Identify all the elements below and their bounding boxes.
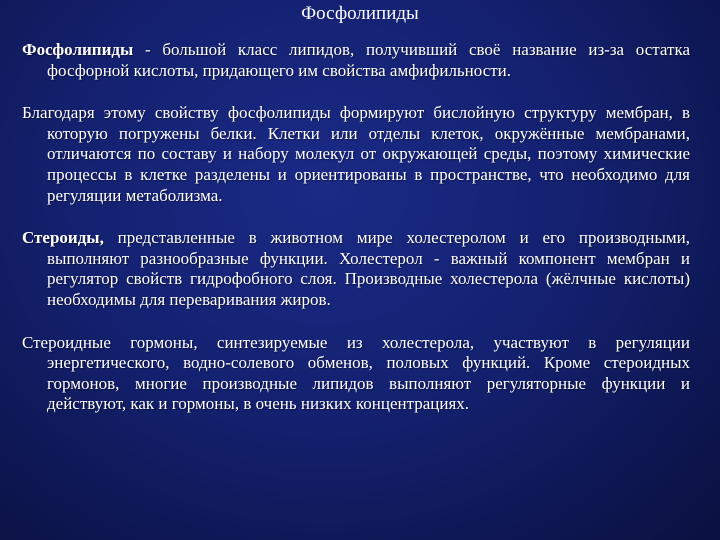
paragraph-text: представленные в животном мире холестеролом и его производными, выполняют разнообразные функции. Холестерол - важный компонент мембран и регулятор свойств гидрофобного слоя. Производные холестерола (жёлчные кислоты) необходимы для переваривания жиров.	[47, 228, 690, 309]
slide-title: Фосфолипиды	[301, 3, 419, 24]
term-steroids: Стероиды,	[22, 228, 104, 248]
paragraph-phospholipids	[22, 40, 690, 81]
paragraph-text: Благодаря этому свойству фосфолипиды формируют бислойную структуру мембран, в которую погружены белки. Клетки или отделы клеток, окружённые мембранами, отличаются по составу и набору молекул от окружающей среды, поэтому химические процессы в клетке разделены и ориентированы в пространстве, что необходимо для регуляции метаболизма.	[22, 103, 690, 205]
paragraph-steroids	[22, 228, 690, 310]
paragraph-text: Стероидные гормоны, синтезируемые из холестерола, участвуют в регуляции энергетического, водно-солевого обменов, половых функций. Кроме стероидных гормонов, многие производные липидов выполняют регуляторные функции и действуют, как и гормоны, в очень низких концентрациях.	[22, 332, 690, 414]
slide-body	[22, 40, 690, 415]
term-phospholipids: Фосфолипиды	[22, 40, 134, 59]
paragraph-steroid-hormones	[22, 333, 690, 415]
paragraph-bilayer	[22, 103, 690, 206]
paragraph-text: - большой класс липидов, получивший своё название из-за остатка фосфорной кислоты, придающего им свойства амфифильности.	[47, 40, 690, 80]
